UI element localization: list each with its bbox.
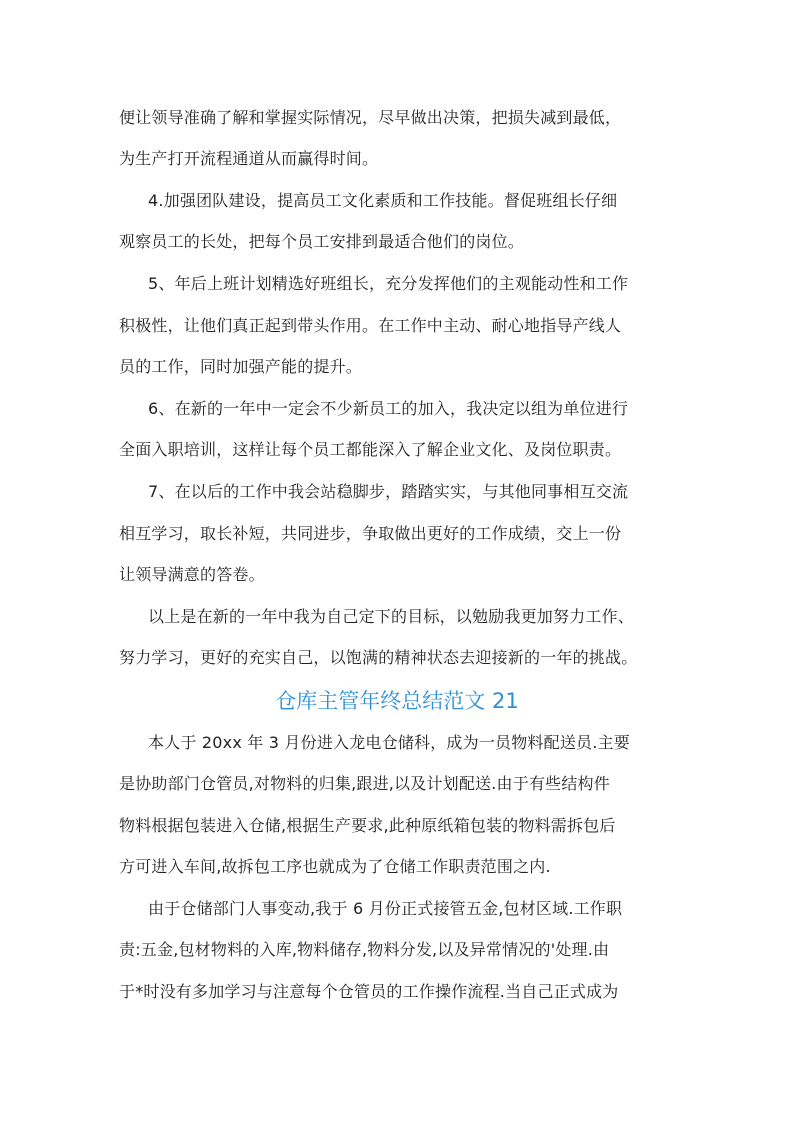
paragraph-start-line: 7、在以后的工作中我会站稳脚步，踏踏实实，与其他同事相互交流: [148, 482, 629, 501]
paragraph-start-line: 本人于 20xx 年 3 月份进入龙电仓储科，成为一员物料配送员.主要: [148, 733, 630, 752]
body-line: 为生产打开流程通道从而赢得时间。: [119, 149, 379, 168]
paragraph-start-line: 4.加强团队建设，提高员工文化素质和工作技能。督促班组长仔细: [148, 191, 618, 210]
body-line: 相互学习，取长补短，共同进步，争取做出更好的工作成绩，交上一份: [119, 524, 622, 543]
body-line: 物料根据包装进入仓储,根据生产要求,此种原纸箱包装的物料需拆包后: [119, 816, 616, 835]
body-line: 员的工作，同时加强产能的提升。: [119, 357, 363, 376]
paragraph-start-line: 由于仓储部门人事变动,我于 6 月份正式接管五金,包材区域.工作职: [148, 899, 623, 918]
body-line: 让领导满意的答卷。: [119, 565, 265, 584]
paragraph-start-line: 以上是在新的一年中我为自己定下的目标，以勉励我更加努力工作、: [148, 607, 635, 626]
section-title: 仓库主管年终总结范文 21: [275, 689, 519, 713]
body-line: 全面入职培训，这样让每个员工都能深入了解企业文化、及岗位职责。: [119, 440, 622, 459]
body-line: 努力学习，更好的充实自己，以饱满的精神状态去迎接新的一年的挑战。: [119, 648, 638, 667]
body-line: 积极性，让他们真正起到带头作用。在工作中主动、耐心地指导产线人: [119, 316, 622, 335]
body-line: 方可进入车间,故拆包工序也就成为了仓储工作职责范围之内.: [119, 857, 551, 876]
paragraph-start-line: 5、年后上班计划精选好班组长，充分发挥他们的主观能动性和工作: [148, 274, 629, 293]
paragraph-start-line: 6、在新的一年中一定会不少新员工的加入，我决定以组为单位进行: [148, 399, 629, 418]
body-line: 是协助部门仓管员,对物料的归集,跟进,以及计划配送.由于有些结构件: [119, 774, 610, 793]
body-line: 便让领导准确了解和掌握实际情况，尽早做出决策，把损失减到最低，: [119, 108, 622, 127]
body-line: 观察员工的长处，把每个员工安排到最适合他们的岗位。: [119, 232, 525, 251]
body-line: 责:五金,包材物料的入库,物料储存,物料分发,以及异常情况的'处理.由: [119, 940, 610, 959]
body-line: 于*时没有多加学习与注意每个仓管员的工作操作流程.当自己正式成为: [119, 982, 619, 1001]
